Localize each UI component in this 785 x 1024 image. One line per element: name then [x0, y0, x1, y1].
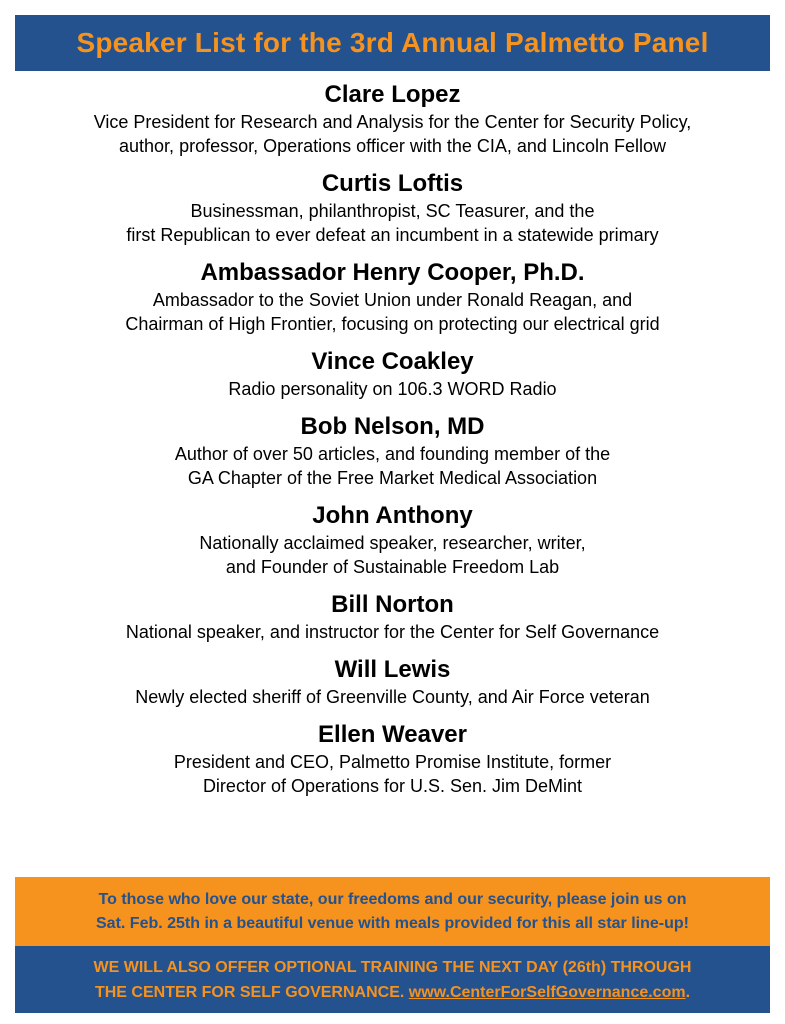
speaker-description: Author of over 50 articles, and founding member of the GA Chapter of the Free Market Medical Association — [174, 444, 611, 488]
speaker-description: Vice President for Research and Analysis for the Center for Security Policy, author, professor, Operations officer with the CIA, and Lincoln Fellow — [93, 112, 692, 156]
header-banner — [15, 15, 770, 71]
speaker-entry — [15, 258, 770, 336]
speaker-entry — [15, 347, 770, 401]
training-text — [94, 955, 692, 1005]
speaker-name: Clare Lopez — [324, 81, 461, 108]
speaker-name: Bob Nelson, MD — [300, 413, 485, 440]
speaker-entry — [15, 501, 770, 579]
speaker-name: Ellen Weaver — [318, 721, 467, 748]
invitation-banner — [15, 877, 770, 946]
speaker-description: Businessman, philanthropist, SC Teasurer, and the first Republican to ever defeat an incumbent in a statewide primary — [126, 201, 659, 245]
training-banner — [15, 946, 770, 1013]
speaker-entry — [15, 720, 770, 798]
speaker-name: Curtis Loftis — [321, 170, 464, 197]
invitation-text: To those who love our state, our freedoms and our security, please join us on Sat. Feb. 25th in a beautiful venue with meals provided for this all star line-up! — [96, 890, 689, 932]
speaker-list — [15, 80, 770, 809]
speaker-description: Nationally acclaimed speaker, researcher, writer, and Founder of Sustainable Freedom Lab — [199, 533, 586, 577]
speaker-name: Vince Coakley — [311, 348, 474, 375]
training-line-2-suffix: . — [685, 983, 691, 1001]
training-line-1: WE WILL ALSO OFFER OPTIONAL TRAINING THE NEXT DAY (26th) THROUGH — [93, 958, 692, 976]
speaker-description: President and CEO, Palmetto Promise Institute, former Director of Operations for U.S. Sen. Jim DeMint — [173, 752, 612, 796]
speaker-description: Ambassador to the Soviet Union under Ronald Reagan, and Chairman of High Frontier, focusing on protecting our electrical grid — [125, 290, 660, 334]
training-line-2-prefix: THE CENTER FOR SELF GOVERNANCE. — [94, 983, 409, 1001]
speaker-description: National speaker, and instructor for the Center for Self Governance — [125, 622, 660, 642]
speaker-name: Ambassador Henry Cooper, Ph.D. — [200, 259, 585, 286]
speaker-name: John Anthony — [312, 502, 473, 529]
speaker-name: Bill Norton — [331, 591, 454, 618]
website-link[interactable]: www.CenterForSelfGovernance.com — [408, 983, 686, 1001]
speaker-entry — [15, 169, 770, 247]
speaker-name: Will Lewis — [334, 656, 451, 683]
speaker-entry — [15, 655, 770, 709]
speaker-description: Newly elected sheriff of Greenville County, and Air Force veteran — [135, 687, 650, 707]
page-title: Speaker List for the 3rd Annual Palmetto Panel — [76, 27, 709, 58]
speaker-description: Radio personality on 106.3 WORD Radio — [228, 379, 557, 399]
speaker-entry — [15, 590, 770, 644]
speaker-entry — [15, 80, 770, 158]
speaker-entry — [15, 412, 770, 490]
